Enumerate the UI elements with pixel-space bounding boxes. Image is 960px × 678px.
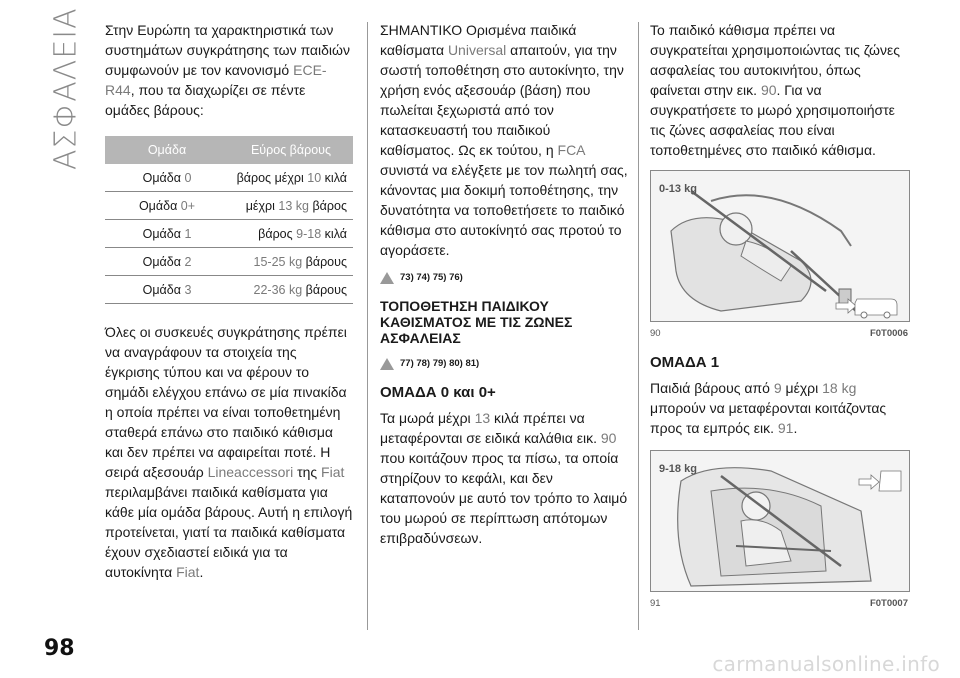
text: Στην Ευρώπη τα χαρακτηριστικά των συστημάτων συγκράτησης των παιδιών συμφωνούν με τον κανονισμό <box>105 22 350 78</box>
body-paragraph: Όλες οι συσκευές συγκράτησης πρέπει να αναγράφουν τα στοιχεία της έγκρισης τύπου και να φέρουν το σημάδι ελέγχου επάνω σε μία πινακίδα η οποία πρέπει να είναι τοποθετημένη σταθερά επάνω στο παιδικό κάθισμα και δεν πρέπει να αφαιρείται ποτέ. Η σειρά αξεσουάρ Lineaccessori της Fiat περιλαμβάνει παιδικά καθίσματα για κάθε μία ομάδα βάρους. Αυτή η επιλογή προτείνεται, γιατί τα παιδικά καθίσματα έχουν σχεδιαστεί ειδικά για τα αυτοκίνητα Fiat. <box>105 324 353 580</box>
regulation-code: ECE-R44 <box>105 62 327 98</box>
group-0-paragraph: Τα μωρά μέχρι 13 κιλά πρέπει να μεταφέρονται σε ειδικά καλάθια εικ. 90 που κοιτάζουν προς τα πίσω, τα οποία στηρίζουν το κεφάλι, και δεν καταπονούν με αυτό τον τρόπο το λαιμό του μωρού σε περίπτωση απότομων επιβραδύνσεων. <box>380 410 628 546</box>
figure-label: 0-13 kg <box>659 183 697 195</box>
warning-refs-text: 77) 78) 79) 80) 81) <box>400 358 480 369</box>
figure-caption <box>650 594 908 614</box>
heading-group-1: ΟΜΑΔΑ 1 <box>650 354 720 371</box>
figure-number: 90 <box>650 328 661 339</box>
group-cell: Ομάδα 3 <box>105 276 229 304</box>
table-row <box>105 220 353 248</box>
seat-intro-paragraph: Το παιδικό κάθισμα πρέπει να συγκρατείται χρησιμοποιώντας τις ζώνες ασφαλείας του αυτοκινήτου, όπως φαίνεται στην εικ. 90. Για να συγκρατήσετε το μωρό χρησιμοποιήστε τις ζώνες ασφαλείας που είναι τοποθετημένες στο παιδικό κάθισμα. <box>650 22 900 158</box>
brand-name: Fiat <box>176 564 200 580</box>
column-1 <box>105 20 353 582</box>
group-cell: Ομάδα 1 <box>105 220 229 248</box>
column-3 <box>650 20 908 614</box>
table-row <box>105 192 353 220</box>
brand-name: Fiat <box>321 464 345 480</box>
table-row <box>105 276 353 304</box>
weight-groups-table <box>105 136 353 304</box>
column-divider <box>638 22 639 630</box>
brand-name: FCA <box>557 142 585 158</box>
table-header-range: Εύρος βάρους <box>229 136 353 164</box>
table-header-group: Ομάδα <box>105 136 229 164</box>
group-1-paragraph: Παιδιά βάρους από 9 μέχρι 18 kg μπορούν να μεταφέρονται κοιτάζοντας προς τα εμπρός εικ. 91. <box>650 380 887 436</box>
figure-number: 91 <box>650 598 661 609</box>
heading-group-0: ΟΜΑΔΑ 0 και 0+ <box>380 384 496 401</box>
brand-name: Lineaccessori <box>207 464 294 480</box>
range-cell: βάρος μέχρι 10 κιλά <box>229 164 353 192</box>
important-paragraph: ΣΗΜΑΝΤΙΚΟ Ορισμένα παιδικά καθίσματα Universal απαιτούν, για την σωστή τοποθέτηση στο αυτοκίνητο, την χρήση ενός αξεσουάρ (βάση) που πωλείται ξεχωριστά από τον κατασκευαστή του παιδικού καθίσματος. Ως εκ τούτου, η FCA συνιστά να ελέγξετε με τον πωλητή σας, κάνοντας μια δοκιμή τοποθέτησης, την δυνατότητα να τοποθετήσετε το παιδικό κάθισμα στο αυτοκίνητό σας προτού το αγοράσετε. <box>380 22 628 258</box>
heading-installation: ΤΟΠΟΘΕΤΗΣΗ ΠΑΙΔΙΚΟΥ ΚΑΘΙΣΜΑΤΟΣ ΜΕ ΤΙΣ ΖΩΝΕΣ ΑΣΦΑΛΕΙΑΣ <box>380 298 573 346</box>
range-cell: βάρος 9-18 κιλά <box>229 220 353 248</box>
table-row <box>105 164 353 192</box>
column-2 <box>380 20 628 548</box>
figure-code: F0T0006 <box>869 328 908 339</box>
figure-code: F0T0007 <box>869 598 908 609</box>
figure-forward-seat <box>650 450 910 592</box>
warning-references <box>380 354 628 374</box>
warning-refs-text: 73) 74) 75) 76) <box>400 272 463 283</box>
text: , που τα διαχωρίζει σε πέντε ομάδες βάρους: <box>105 82 306 118</box>
watermark: carmanualsonline.info <box>712 652 940 676</box>
column-divider <box>367 22 368 630</box>
warning-triangle-icon <box>380 272 394 284</box>
table-row <box>105 248 353 276</box>
figure-label: 9-18 kg <box>659 463 697 475</box>
warning-references <box>380 268 628 288</box>
range-cell: 15-25 kg βάρους <box>229 248 353 276</box>
warning-triangle-icon <box>380 358 394 370</box>
group-cell: Ομάδα 0+ <box>105 192 229 220</box>
figure-infant-carrier <box>650 170 910 322</box>
figure-caption <box>650 324 908 344</box>
group-cell: Ομάδα 2 <box>105 248 229 276</box>
section-title: ΑΣΦΑΛΕΙΑ <box>48 7 84 170</box>
range-cell: 22-36 kg βάρους <box>229 276 353 304</box>
group-cell: Ομάδα 0 <box>105 164 229 192</box>
intro-paragraph <box>105 20 353 120</box>
page-number: 98 <box>44 636 75 661</box>
range-cell: μέχρι 13 kg βάρος <box>229 192 353 220</box>
standard-name: Universal <box>447 42 507 58</box>
